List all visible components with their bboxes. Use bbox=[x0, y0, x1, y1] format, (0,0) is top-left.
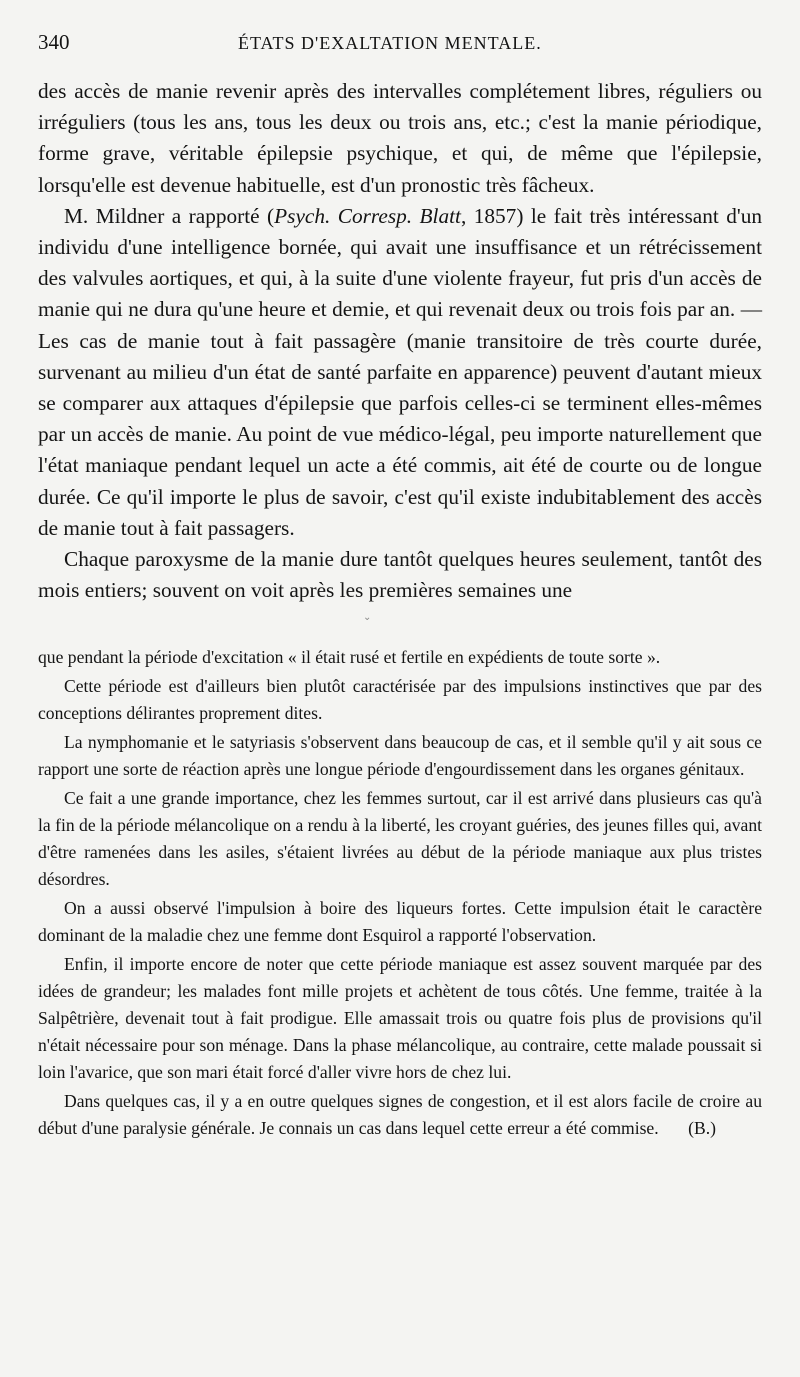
footnote-paragraph: que pendant la période d'excitation « il était rusé et fertile en expédients de toute sorte ». bbox=[38, 647, 661, 668]
page-number: 340 bbox=[38, 30, 70, 54]
paragraph-rest: , 1857) le fait très intéressant d'un individu d'une intelligence bornée, qui avait une insuffisance et un rétrécissement des valvules aortiques, et qui, à la suite d'une violente frayeur, fut pris d'un accès de manie qui ne dura qu'une heure et demie, et qui revenait deux ou trois fois par an. — Les cas de manie tout à fait passagère (manie transitoire de très courte durée, survenant au milieu d'un état de santé parfaite en apparence) peuvent d'autant mieux se comparer aux attaques d'épilepsie que parfois celles-ci se terminent elles-mêmes par un accès de manie. Au point de vue médico-légal, peu importe naturellement que l'état maniaque pendant lequel un acte a été commis, ait été de courte ou de longue durée. Ce qu'il importe le plus de savoir, c'est qu'il existe indubitablement des accès de manie tout à fait passagers. bbox=[38, 203, 762, 540]
paragraph bbox=[38, 201, 762, 544]
divider-mark: ⌄ bbox=[363, 612, 372, 624]
footnote-paragraph: Enfin, il importe encore de noter que cette période maniaque est assez souvent marquée par des idées de grandeur; les malades font mille projets et achètent de tous côtés. Une femme, traitée à la Salpêtrière, devenait tout à fait prodigue. Elle amassait trois ou quatre fois plus de provisions qu'il n'était nécessaire pour son ménage. Dans la phase mélancolique, au contraire, cette malade poussait si loin l'avarice, que son mari était forcé d'aller vivre hors de chez lui. bbox=[38, 954, 762, 1083]
footnote-paragraph: Cette période est d'ailleurs bien plutôt caractérisée par des impulsions instinctives que par des conceptions délirantes proprement dites. bbox=[38, 676, 762, 724]
footnote-paragraph bbox=[38, 1088, 762, 1142]
author-initial: (B.) bbox=[688, 1118, 716, 1139]
footnote-text: Dans quelques cas, il y a en outre quelques signes de congestion, et il est alors facile de croire au début d'une paralysie générale. Je connais un cas dans lequel cette erreur a été commise. bbox=[38, 1091, 762, 1139]
page-header bbox=[38, 30, 762, 70]
footnote-paragraph: Ce fait a une grande importance, chez les femmes surtout, car il est arrivé dans plusieurs cas qu'à la fin de la période mélancolique on a rendu à la liberté, les croyant guéries, des jeunes filles qui, avant d'être ramenées dans les asiles, s'étaient livrées au début de la période maniaque aux plus tristes désordres. bbox=[38, 788, 763, 890]
footnote-separator bbox=[38, 606, 762, 644]
footnote-paragraph: La nymphomanie et le satyriasis s'observent dans beaucoup de cas, et il semble qu'il y ait sous ce rapport une sorte de réaction après une longue période d'engourdissement dans les organes génitaux. bbox=[38, 732, 762, 780]
citation-title: Psych. Corresp. Blatt bbox=[274, 203, 461, 228]
main-body bbox=[38, 76, 762, 606]
paragraph: Chaque paroxysme de la manie dure tantôt quelques heures seulement, tantôt des mois entiers; souvent on voit après les premières semaines une bbox=[38, 547, 762, 603]
running-head: ÉTATS D'EXALTATION MENTALE. bbox=[238, 33, 542, 53]
footnote-paragraph: On a aussi observé l'impulsion à boire des liqueurs fortes. Cette impulsion était le caractère dominant de la maladie chez une femme dont Esquirol a rapporté l'observation. bbox=[38, 898, 762, 946]
paragraph: des accès de manie revenir après des intervalles complétement libres, réguliers ou irréguliers (tous les ans, tous les deux ou trois ans, etc.; c'est la manie périodique, forme grave, véritable épilepsie psychique, et qui, de même que l'épilepsie, lorsqu'elle est devenue habituelle, est d'un pronostic très fâcheux. bbox=[38, 79, 762, 197]
footnote-block bbox=[38, 644, 762, 1142]
paragraph-start: M. Mildner a rapporté ( bbox=[64, 203, 275, 228]
